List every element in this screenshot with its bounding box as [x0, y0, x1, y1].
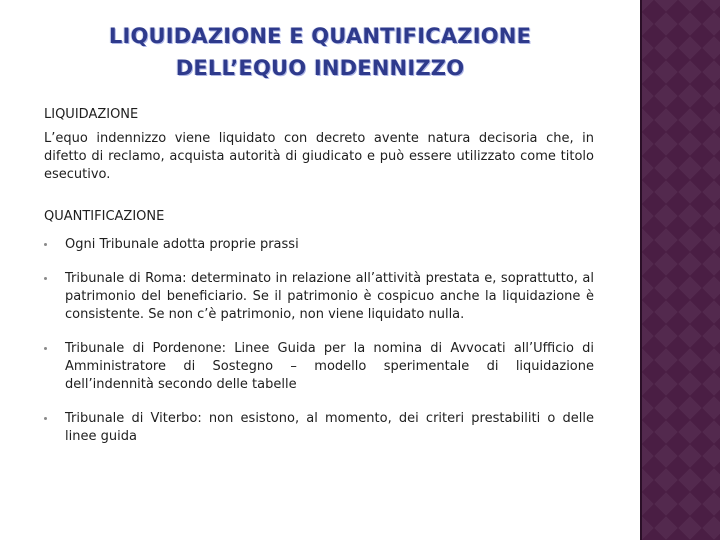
title-line-1: LIQUIDAZIONE E QUANTIFICAZIONE	[108, 24, 532, 48]
list-item-text: Tribunale di Viterbo: non esistono, al momento, dei criteri prestabiliti o delle linee guida	[65, 411, 594, 444]
section-paragraph-liquidazione: L’equo indennizzo viene liquidato con decreto avente natura decisoria che, in difetto di reclamo, acquista autorità di giudicato e può essere utilizzato come titolo esecutivo.	[44, 131, 594, 182]
list-item-text: Tribunale di Pordenone: Linee Guida per la nomina di Avvocati all’Ufficio di Amministratore di Sostegno – modello sperimentale di liquidazione dell’indennità secondo delle tabelle	[65, 341, 594, 392]
list-item	[44, 410, 594, 446]
list-item	[44, 236, 594, 254]
bullet-icon	[44, 417, 47, 420]
slide-title	[40, 20, 600, 84]
bullet-icon	[44, 277, 47, 280]
decorative-sidebar	[642, 0, 720, 540]
bullet-list	[44, 236, 594, 446]
slide-body	[44, 106, 594, 462]
bullet-icon	[44, 243, 47, 246]
section-heading-quantificazione: QUANTIFICAZIONE	[44, 209, 165, 224]
title-line-2: DELL’EQUO INDENNIZZO	[175, 56, 465, 80]
list-item	[44, 270, 594, 324]
section-heading-liquidazione: LIQUIDAZIONE	[44, 107, 139, 122]
list-item-text: Tribunale di Roma: determinato in relazione all’attività prestata e, soprattutto, al patrimonio del beneficiario. Se il patrimonio è cospicuo anche la liquidazione è consistente. Se non c’è patrimonio, non viene liquidato nulla.	[65, 271, 594, 322]
bullet-icon	[44, 347, 47, 350]
list-item	[44, 340, 594, 394]
list-item-text: Ogni Tribunale adotta proprie prassi	[65, 237, 299, 252]
